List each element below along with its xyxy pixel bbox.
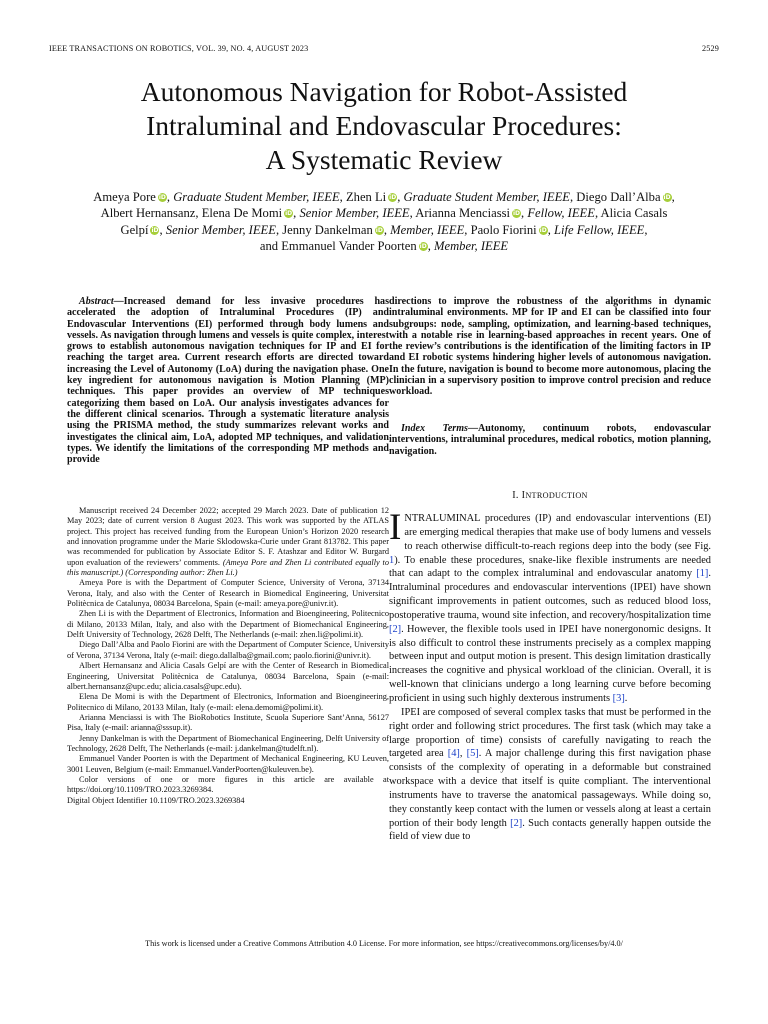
orcid-icon[interactable]: iD	[158, 194, 166, 201]
author-list	[45, 189, 723, 255]
index-terms-label: Index Terms	[401, 423, 468, 434]
section-title-rest: NTRODUCTION	[525, 491, 588, 500]
introduction-body	[389, 507, 711, 844]
body-text-run: ). To enable these procedures, snake-like flexible instruments are needed that can adapt to the complex intraluminal and endovascular anatomy	[389, 554, 711, 580]
orcid-icon[interactable]: iD	[539, 226, 547, 234]
citation-link[interactable]: [5]	[466, 748, 479, 760]
body-text-run: . Such contacts generally happen outside the field of view due to	[389, 817, 711, 843]
body-paragraph	[389, 706, 711, 844]
footnote-doi: Digital Object Identifier 10.1109/TRO.2023.3269384	[67, 795, 245, 805]
author-name: Albert Hernansanz	[100, 206, 196, 221]
first-page-footnotes	[67, 506, 389, 806]
abstract-left	[67, 296, 389, 465]
index-terms	[389, 423, 711, 457]
figure-link[interactable]: 1	[389, 554, 395, 566]
orcid-icon[interactable]: iD	[375, 226, 383, 234]
title-line: A Systematic Review	[265, 144, 503, 175]
author-role: Graduate Student Member, IEEE	[403, 190, 570, 204]
author-name: Emmanuel Vander Poorten	[281, 239, 417, 254]
author-name: Paolo Fiorini	[470, 222, 537, 237]
author-role: Senior Member, IEEE	[165, 222, 276, 237]
lead-word: NTRALUMINAL	[404, 513, 481, 524]
author-role: Fellow, IEEE	[527, 206, 595, 221]
author-name: Jenny Dankelman	[282, 222, 373, 237]
orcid-icon[interactable]: iD	[663, 194, 671, 201]
author-role: Member, IEEE	[390, 222, 465, 237]
author-line: Ameya Pore iD, Graduate Student Member, IEEE, Zhen Li iD, Graduate Student Member, IEEE, Diego Dall’Alba iD,	[93, 190, 675, 204]
body-text-run: procedures (IP) and endovascular interventions (EI) are emerging medical therapies that make use of body lumens and vessels to reach otherwise difficult-to-reach regions deep into the body (see Fig.	[404, 513, 711, 552]
body-text-run: IPEI are composed of several complex tasks that must be performed in the right order and following strict procedures. The first task (which may take a large proportion of time) consists of carefully navigating to reach the targeted area	[389, 706, 711, 760]
section-title-initial: I	[521, 490, 526, 501]
body-text-run: ,	[459, 748, 467, 760]
footnote-color-note: Color versions of one or more figures in this article are available at https://doi.org/10.1109/TRO.2023.3269384.	[67, 774, 389, 795]
footnote-affiliation: Jenny Dankelman is with the Department of Biomechanical Engineering, Delft University of Technology, 2628 Delft, The Netherlands (e-mail: j.dankelman@tudelft.nl).	[67, 733, 389, 753]
citation-link[interactable]: [1]	[696, 568, 709, 580]
drop-cap: I	[389, 507, 402, 548]
footnote-affiliation: Albert Hernansanz and Alicia Casals Gelpí are with the Center of Research in Biomedical Engineering, Universitat Politècnica de Catalunya, 08034 Barcelona, Spain (e-mail: albert.hernansanz@upc.edu; alicia.casals@upc.edu).	[67, 661, 389, 691]
footnote-manuscript	[67, 506, 389, 578]
orcid-icon[interactable]: iD	[151, 226, 159, 234]
abstract-text: —Increased demand for less invasive procedures has accelerated the adoption of Intraluminal Procedures (IP) and Endovascular Interventions (EI) performed through body lumens and vessels. As navigation through lumens and vessels is quite complex, interest grows to establish autonomous navigation techniques for IP and EI for reaching the target area. Current research efforts are directed toward increasing the Level of Autonomy (LoA) during the navigation phase. One key ingredient for autonomous navigation is Motion Planning (MP) techniques. This paper provides an overview of MP techniques categorizing them based on LoA. Our analysis investigates advances for the different clinical scenarios. Through a systematic literature analysis using the PRISMA method, the study summarizes relevant works and investigates the clinical aim, LoA, adopted MP techniques, and validation types. We identify the limitations of the corresponding MP methods and provide	[67, 296, 389, 466]
footnote-affiliation: Arianna Menciassi is with The BioRobotics Institute, Scuola Superiore Sant’Anna, 56127 Pisa, Italy (e-mail: arianna@sssup.it).	[67, 712, 389, 733]
footnote-italic: (Ameya Pore and Zhen Li contributed equally to this manuscript.) (Corresponding author: Zhen Li.)	[67, 557, 389, 578]
body-paragraph	[389, 507, 711, 706]
author-name: Elena De Momi	[201, 206, 283, 221]
title-line: Intraluminal and Endovascular Procedures:	[146, 110, 622, 141]
footnote-affiliation: Zhen Li is with the Department of Electronics, Information and Bioengineering, Politecnico di Milano, 20133 Milan, Italy, and also with the Department of Biomechanical Engineering, Delft University of Technology, 2628 Delft, The Netherlands (e-mail: zhen.li@polimi.it).	[67, 609, 389, 640]
abstract-right	[389, 296, 711, 398]
section-numeral: I.	[512, 490, 519, 501]
citation-link[interactable]: [3]	[612, 692, 625, 704]
index-terms-text: —Autonomy, continuum robots, endovascular interventions, intraluminal procedures, medical robotics, motion planning, navigation.	[389, 423, 711, 457]
footnote-affiliation: Ameya Pore is with the Department of Computer Science, University of Verona, 37134 Verona, Italy, and also with the Center of Research in Biomedical Engineering, Universitat Politècnica de Catalunya, 08034 Barcelona, Spain (e-mail: ameya.pore@univr.it).	[67, 578, 389, 609]
author-conjunction: and	[259, 239, 279, 254]
body-text-run: .	[624, 692, 628, 704]
author-name: Arianna Menciassi	[415, 206, 511, 221]
orcid-icon[interactable]: iD	[419, 243, 427, 251]
footnote-affiliation: Diego Dall’Alba and Paolo Fiorini are with the Department of Computer Science, University of Verona, 37134 Verona, Italy (e-mail: diego.dallalba@gmail.com; paolo.fiorini@univr.it).	[67, 640, 389, 660]
author-line: Gelpí iD, Senior Member, IEEE, Jenny Dankelman iD, Member, IEEE, Paolo Fiorini iD, Life Fellow, IEEE,	[120, 222, 648, 237]
author-role: Graduate Student Member, IEEE	[173, 190, 340, 204]
title-line: Autonomous Navigation for Robot-Assisted	[140, 76, 628, 107]
author-name: Diego Dall’Alba	[576, 190, 661, 204]
body-text-run: . A major challenge during this first navigation phase consists of the complexity of operating in a deformable but constrained workspace with a device that itself is quite compliant. The interventional instruments have to traverse the anatomical passageways. While doing so, they constantly keep contact with the lumen or vessels along at least a certain portion of their body length	[389, 748, 711, 829]
running-head	[49, 44, 719, 56]
author-role: Life Fellow, IEEE	[553, 222, 645, 237]
author-role: Senior Member, IEEE	[299, 206, 410, 221]
author-line: Albert Hernansanz, Elena De Momi iD, Senior Member, IEEE, Arianna Menciassi iD, Fellow, IEEE, Alicia Casals	[100, 206, 668, 221]
journal-citation: IEEE TRANSACTIONS ON ROBOTICS, VOL. 39, NO. 4, AUGUST 2023	[49, 44, 309, 53]
abstract-label: Abstract	[79, 296, 114, 307]
page-number: 2529	[702, 44, 719, 53]
body-text-run: . Intraluminal procedures and endovascular interventions (IPEI) have shown significant improvements in patient outcomes, such as reduced blood loss, postoperative trauma, wound site infection, and recovery/hospitalization time	[389, 568, 711, 621]
author-name: Zhen Li	[345, 190, 387, 204]
abstract-text: directions to improve the robustness of the algorithms in dynamic intraluminal environments. MP for IP and EI can be classified into four subgroups: node, sampling, optimization, and learning-based techniques, with a notable rise in learning-based approaches in recent years. One of the review’s contributions is the identification of the limiting factors in IP and EI robotic systems hindering higher levels of autonomous navigation. In the future, navigation is bound to become more autonomous, placing the clinician in a supervisory position to improve control precision and reduce workload.	[389, 296, 711, 398]
author-role: Member, IEEE	[433, 239, 509, 254]
citation-link[interactable]: [4]	[447, 748, 460, 760]
footnote-text: Manuscript received 24 December 2022; accepted 29 March 2023. Date of publication 12 May 2023; date of current version 8 August 2023. This work was supported by the ATLAS project. This project has received funding from the European Union’s Horizon 2020 research and innovation programme under the Marie Sklodowska-Curie under Grant 813782. This paper was recommended for publication by Associate Editor S. F. Atashzar and Editor W. Burgard upon evaluation of the reviewers’ comments.	[67, 506, 389, 567]
author-line: and Emmanuel Vander Poorten iD, Member, IEEE	[259, 239, 509, 254]
orcid-icon[interactable]: iD	[389, 194, 397, 201]
citation-link[interactable]: [2]	[510, 817, 523, 829]
orcid-icon[interactable]: iD	[285, 210, 293, 218]
paper-title	[60, 75, 708, 177]
footnote-affiliation: Emmanuel Vander Poorten is with the Department of Mechanical Engineering, KU Leuven, 3001 Leuven, Belgium (e-mail: Emmanuel.VanderPoorten@kuleuven.be).	[67, 754, 389, 774]
orcid-icon[interactable]: iD	[512, 210, 521, 218]
author-name: Gelpí	[120, 222, 149, 237]
section-heading-introduction	[389, 490, 711, 501]
footnote-affiliation: Elena De Momi is with the Department of Electronics, Information and Bioengineering, Politecnico di Milano, 20133 Milan, Italy (e-mail: elena.demomi@polimi.it).	[67, 692, 389, 712]
author-name: Ameya Pore	[93, 190, 156, 204]
body-text-run: . However, the flexible tools used in IPEI have nonergonomic designs. It is also difficult to control these instruments precisely as a complex mapping between input and output motion is present. This design limitation drastically increases the cognitive and physical workload of the clinician. Overall, it is well-known that clinicians undergo a long learning curve before becoming proficient in using such highly dexterous instruments	[389, 623, 711, 704]
license-footer: This work is licensed under a Creative Commons Attribution 4.0 License. For more information, see https://creativecommons.org/licenses/by/4.0/	[145, 939, 623, 948]
citation-link[interactable]: [2]	[389, 623, 402, 635]
author-name: Alicia Casals	[600, 206, 668, 221]
